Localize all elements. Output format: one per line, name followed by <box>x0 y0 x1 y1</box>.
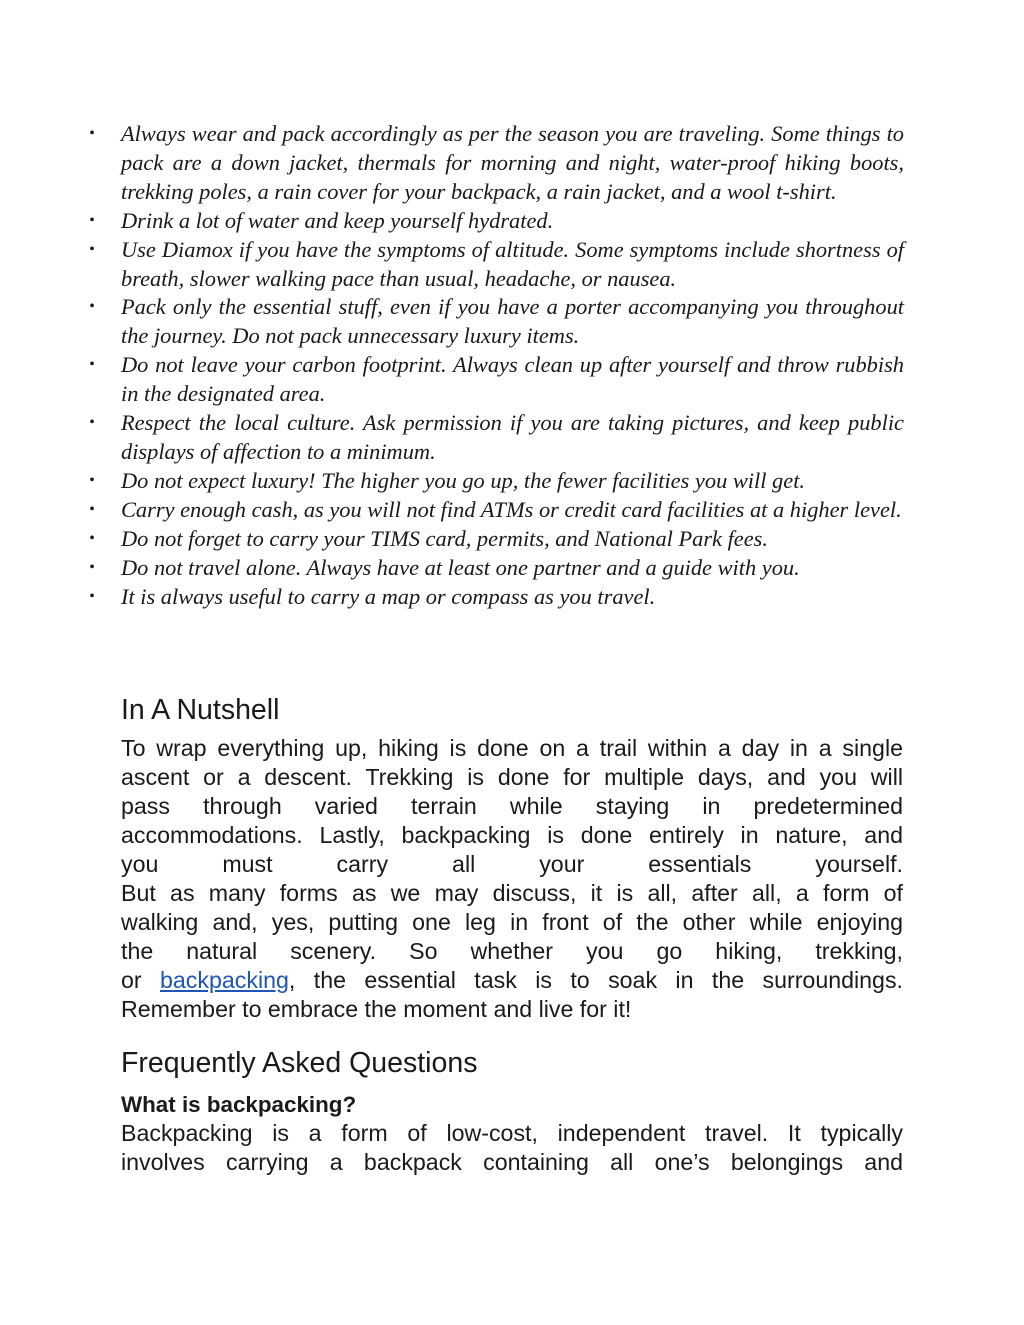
bullet-icon: • <box>89 298 95 316</box>
link-suffix: , the essential task is to soak in the surroundings. <box>288 967 903 993</box>
bullet-icon: • <box>89 500 95 518</box>
tip-item <box>86 351 904 409</box>
tip-item <box>86 120 904 207</box>
link-prefix: or <box>121 967 161 993</box>
paragraph-line: Remember to embrace the moment and live for it! <box>121 996 632 1022</box>
faq-section <box>121 1046 903 1177</box>
paragraph-line: you must carry all your essentials yourself. <box>121 851 903 877</box>
tip-text: Do not forget to carry your TIMS card, permits, and National Park fees. <box>121 525 768 551</box>
faq-answer <box>121 1119 903 1177</box>
paragraph-line: But as many forms as we may discuss, it is all, after all, a form of <box>121 880 903 906</box>
nutshell-heading: In A Nutshell <box>121 694 280 726</box>
tip-text: Do not travel alone. Always have at least one partner and a guide with you. <box>121 554 800 580</box>
bullet-icon: • <box>89 211 95 229</box>
paragraph-line: ascent or a descent. Trekking is done for multiple days, and you will <box>121 764 903 790</box>
tip-item <box>86 236 904 294</box>
bullet-icon: • <box>89 125 95 142</box>
paragraph-line: walking and, yes, putting one leg in front of the other while enjoying <box>121 909 903 935</box>
tip-text: It is always useful to carry a map or compass as you travel. <box>121 583 656 609</box>
tip-text: Respect the local culture. Ask permission if you are taking pictures, and keep public displays of affection to a minimum. <box>121 410 904 464</box>
tip-item <box>86 525 904 554</box>
tip-item <box>86 207 904 236</box>
nutshell-paragraph <box>121 734 903 1024</box>
nutshell-section <box>121 693 903 1024</box>
bullet-icon: • <box>89 356 95 374</box>
tip-item <box>86 496 904 525</box>
tips-list <box>86 120 904 611</box>
faq-heading: Frequently Asked Questions <box>121 1047 478 1079</box>
bullet-icon: • <box>89 587 95 605</box>
tip-text: Use Diamox if you have the symptoms of altitude. Some symptoms include shortness of breath, slower walking pace than usual, headache, or nausea. <box>121 236 904 291</box>
paragraph-line: involves carrying a backpack containing all one’s belongings and <box>121 1149 903 1175</box>
tip-item <box>86 293 904 351</box>
faq-question: What is backpacking? <box>121 1092 357 1117</box>
tip-text: Do not leave your carbon footprint. Always clean up after yourself and throw rubbish in the designated area. <box>121 352 904 407</box>
paragraph-line: the natural scenery. So whether you go hiking, trekking, <box>121 938 903 964</box>
paragraph-line: pass through varied terrain while staying in predetermined <box>121 793 903 819</box>
paragraph-line: To wrap everything up, hiking is done on a trail within a day in a single <box>121 735 903 761</box>
tip-item <box>86 554 904 583</box>
tip-item <box>86 409 904 467</box>
bullet-icon: • <box>89 529 95 547</box>
tip-item <box>86 467 904 496</box>
tip-text: Always wear and pack accordingly as per the season you are traveling. Some things to pack are a down jacket, thermals for morning and night, water-proof hiking boots, trekking poles, a rain cover for your backpack, a rain jacket, and a wool t-shirt. <box>121 121 904 204</box>
bullet-icon: • <box>89 240 95 258</box>
paragraph-line-with-link <box>121 966 903 995</box>
bullet-icon: • <box>89 471 95 489</box>
bullet-icon: • <box>89 414 95 432</box>
tip-text: Do not expect luxury! The higher you go up, the fewer facilities you will get. <box>121 467 806 493</box>
paragraph-line: Backpacking is a form of low-cost, independent travel. It typically <box>121 1120 903 1146</box>
tip-text: Drink a lot of water and keep yourself hydrated. <box>121 207 554 233</box>
backpacking-link[interactable]: backpacking <box>160 967 289 993</box>
tip-text: Pack only the essential stuff, even if you have a porter accompanying you throughout the journey. Do not pack unnecessary luxury items. <box>121 294 904 349</box>
paragraph-line: accommodations. Lastly, backpacking is done entirely in nature, and <box>121 822 903 848</box>
tip-item <box>86 583 904 612</box>
bullet-icon: • <box>89 558 95 576</box>
tip-text: Carry enough cash, as you will not find ATMs or credit card facilities at a higher level. <box>121 496 902 522</box>
